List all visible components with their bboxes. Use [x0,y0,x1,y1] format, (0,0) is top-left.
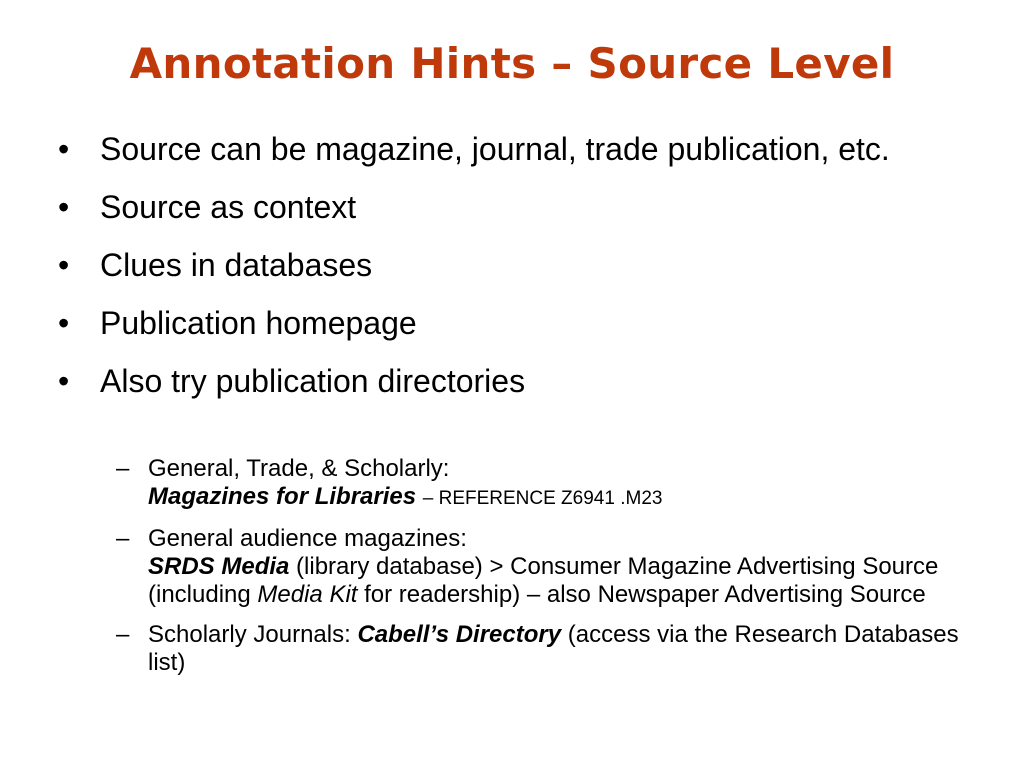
dash-icon: – [116,455,130,482]
sub-bullet-item [116,525,976,609]
sub-bullet-text: (access via the Research Databases list) [148,621,959,676]
bullet-item [58,243,978,287]
bullet-item [58,301,978,345]
database-name: SRDS Media [148,553,290,580]
bullet-text: Clues in databases [100,247,373,283]
sub-bullet-intro: General audience magazines: [148,525,467,552]
bullet-list [58,127,978,409]
sub-bullet-text: (library database) > Consumer Magazine Advertising Source (including [148,553,939,608]
sub-bullet-item [116,455,976,513]
sub-bullet-list [116,455,976,677]
bullet-icon: • [58,247,70,283]
bullet-item [58,359,978,403]
dash-icon: – [116,621,130,648]
dash-icon: – [116,525,130,552]
call-number: – REFERENCE Z6941 .M23 [422,488,663,509]
bullet-icon: • [58,305,70,341]
bullet-text: Source as context [100,189,357,225]
bullet-text: Source can be magazine, journal, trade publication, etc. [100,131,890,167]
sub-bullet-item [116,621,976,677]
bullet-text: Also try publication directories [100,363,526,399]
media-kit: Media Kit [257,581,358,608]
bullet-icon: • [58,189,70,225]
slide-title: Annotation Hints – Source Level [129,39,895,88]
bullet-item [58,127,978,171]
bullet-text: Publication homepage [100,305,417,341]
sub-bullet-intro: Scholarly Journals: [148,621,351,648]
bullet-item [58,185,978,229]
sub-bullet-text: for readership) – also Newspaper Advertising Source [364,581,926,608]
bullet-icon: • [58,131,70,167]
bullet-icon: • [58,363,70,399]
directory-name: Cabell’s Directory [357,621,562,648]
sub-bullet-intro: General, Trade, & Scholarly: [148,455,450,482]
book-title: Magazines for Libraries [148,483,417,510]
